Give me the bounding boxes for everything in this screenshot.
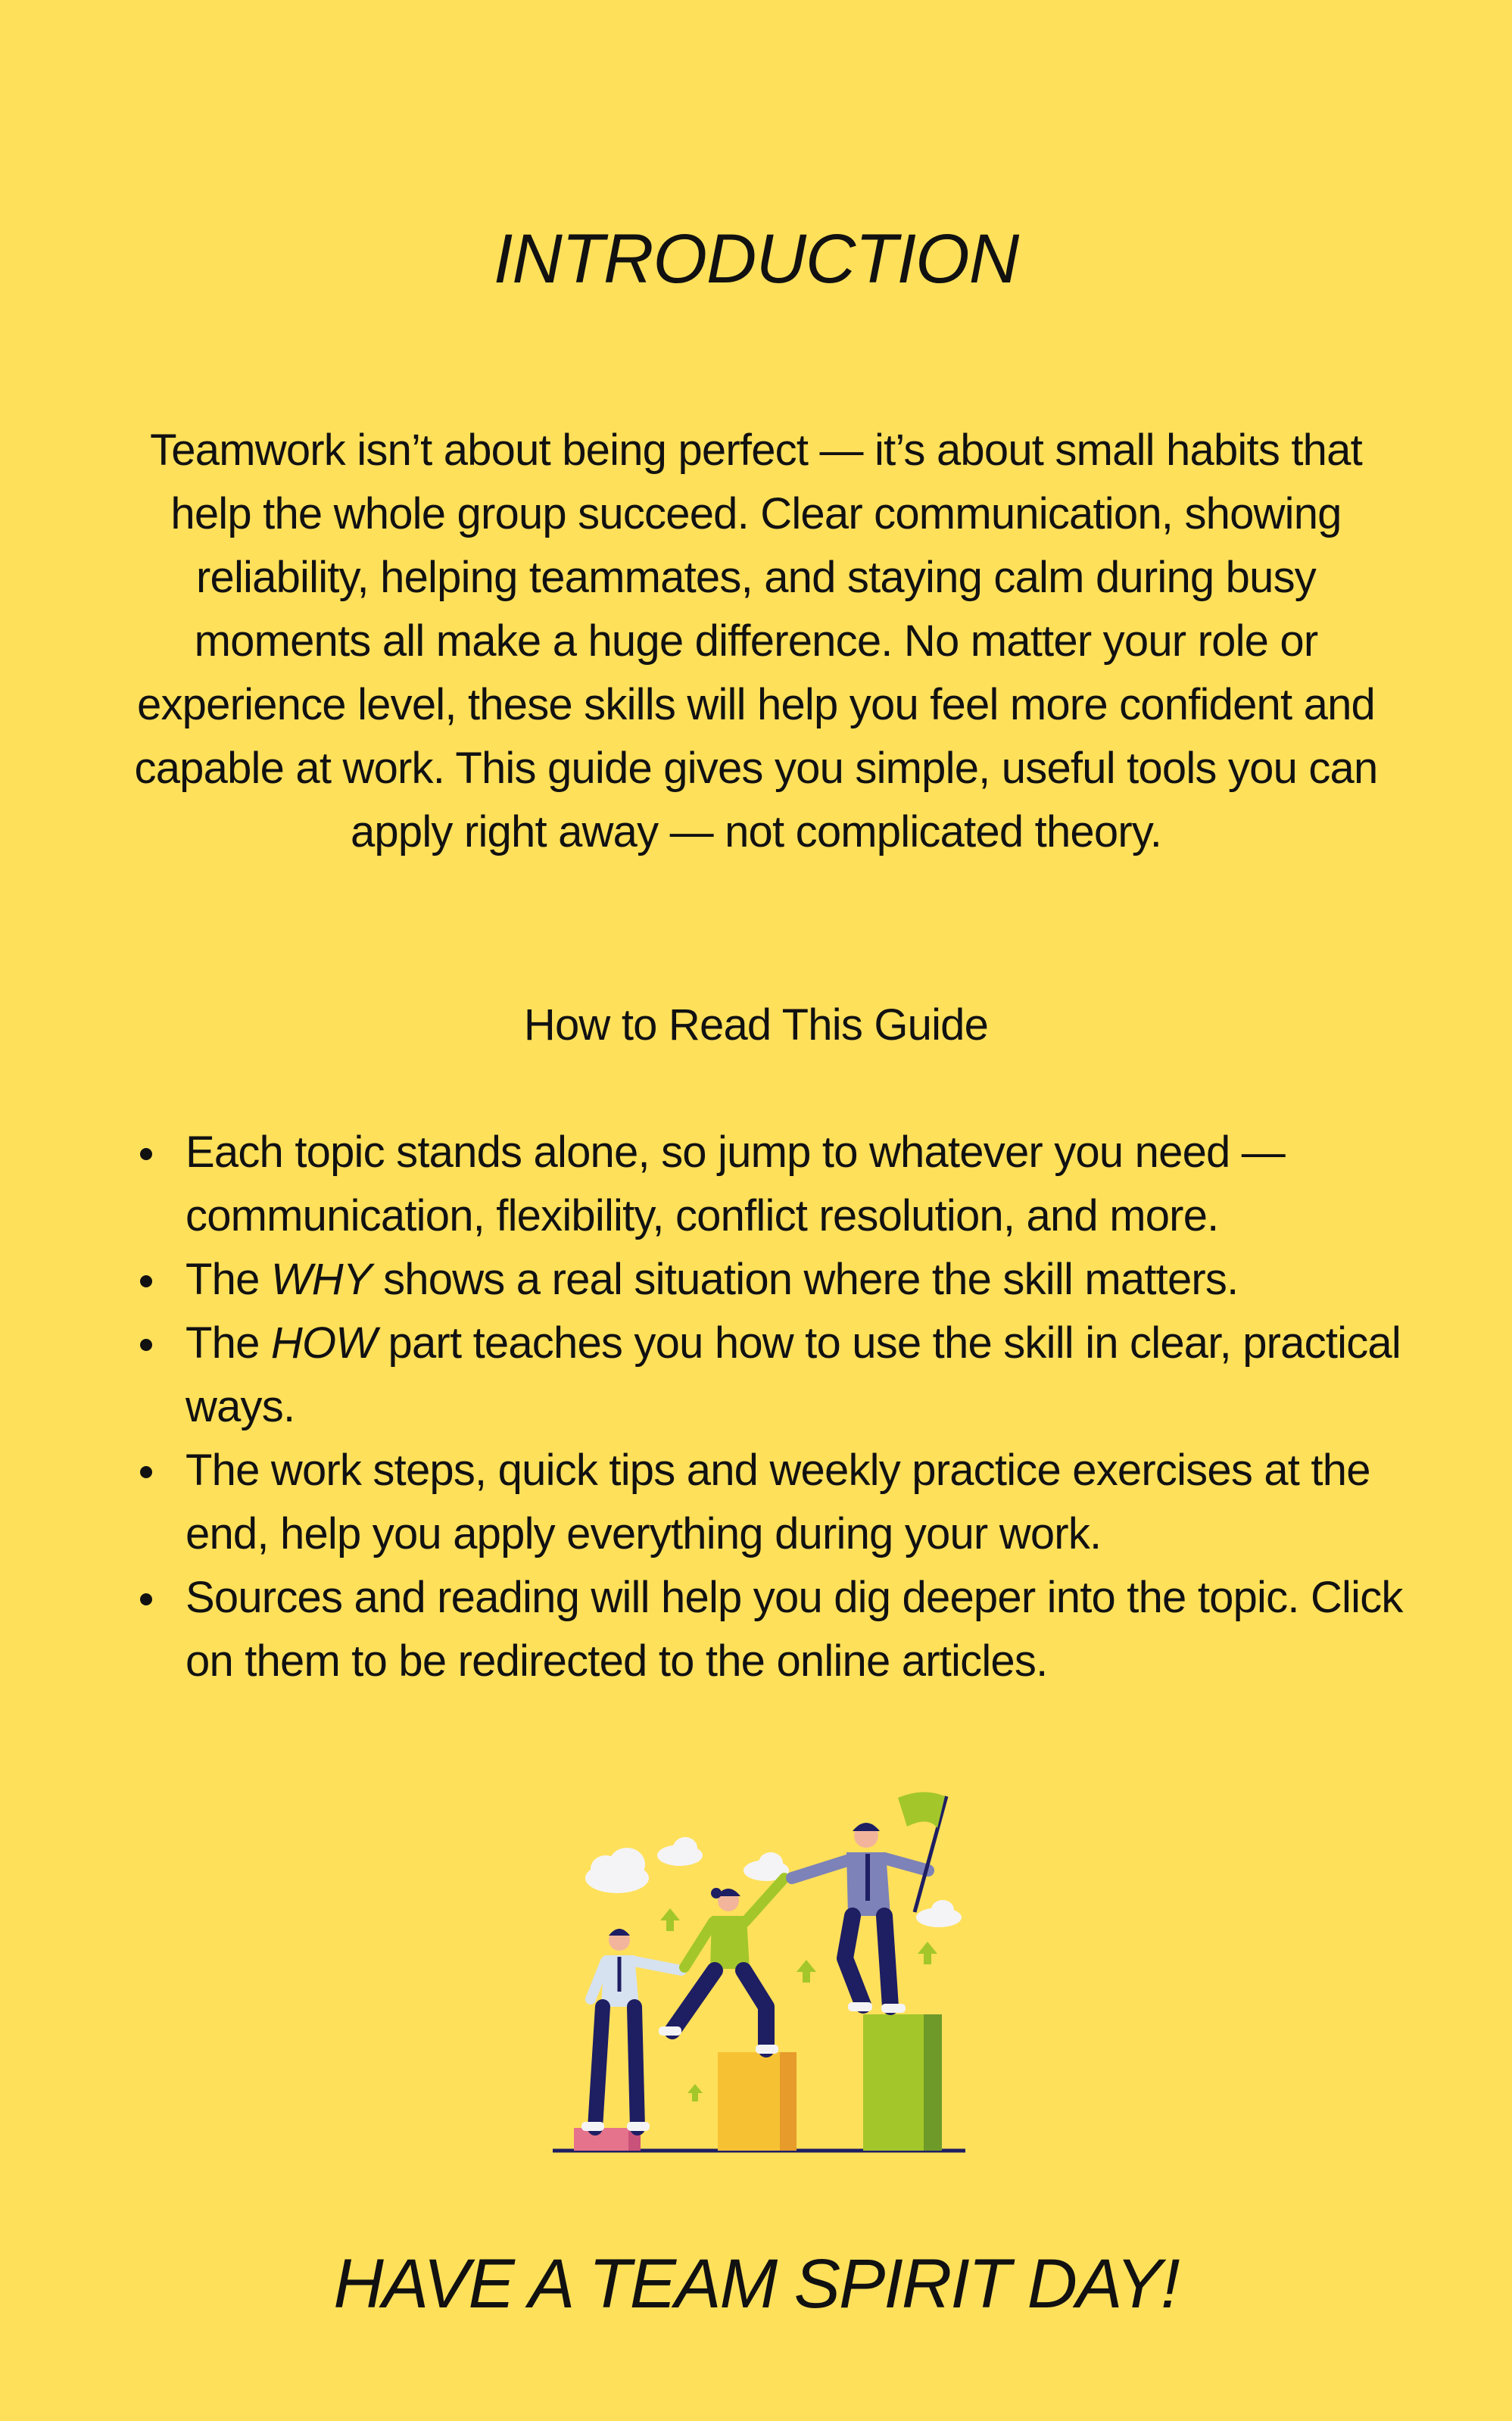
list-item bbox=[185, 1248, 1442, 1312]
list-item bbox=[185, 1566, 1442, 1693]
list-item-prefix: The bbox=[185, 1255, 271, 1304]
cloud-icon bbox=[916, 1900, 962, 1927]
list-item bbox=[185, 1121, 1442, 1248]
page-title: INTRODUCTION bbox=[493, 220, 1019, 298]
pedestal-low bbox=[574, 2128, 641, 2151]
list-item-suffix: shows a real situation where the skill matters. bbox=[371, 1255, 1239, 1304]
arrow-up-icon bbox=[660, 1908, 680, 1931]
pedestal-mid bbox=[718, 2052, 797, 2151]
arrow-up-icon bbox=[797, 1960, 816, 1983]
flag-icon bbox=[898, 1792, 946, 1912]
arrow-up-icon bbox=[918, 1942, 937, 1964]
closing-message: HAVE A TEAM SPIRIT DAY! bbox=[333, 2245, 1179, 2323]
pedestal-high bbox=[863, 2014, 942, 2151]
list-item-text: The work steps, quick tips and weekly practice exercises at the end, help you apply everything during your work. bbox=[185, 1446, 1370, 1558]
list-item-suffix: part teaches you how to use the skill in clear, practical ways. bbox=[185, 1318, 1401, 1431]
teamwork-climbing-illustration-icon bbox=[545, 1780, 969, 2158]
cloud-icon bbox=[585, 1848, 649, 1893]
list-item-text: Each topic stands alone, so jump to whatever you need — communication, flexibility, conflict resolution, and more. bbox=[185, 1128, 1285, 1240]
guide-subheading: How to Read This Guide bbox=[523, 1000, 989, 1050]
list-item bbox=[185, 1312, 1442, 1439]
list-item bbox=[185, 1439, 1442, 1566]
person-icon bbox=[792, 1823, 928, 2013]
cloud-icon bbox=[657, 1837, 703, 1866]
intro-paragraph: Teamwork isn’t about being perfect — it’s about small habits that help the whole group succeed. Clear communication, showing reliability, helping teammates, and staying calm during busy moments all make a huge difference. No matter your role or experience level, these skills will help you feel more confident and capable at work. This guide gives you simple, useful tools you can apply right away — not complicated theory. bbox=[134, 426, 1378, 856]
list-item-text: Sources and reading will help you dig deeper into the topic. Click on them to be redirected to the online articles. bbox=[185, 1573, 1403, 1686]
list-item-prefix: The bbox=[185, 1318, 271, 1368]
list-item-emphasis: HOW bbox=[270, 1318, 377, 1368]
list-item-emphasis: WHY bbox=[270, 1255, 372, 1304]
arrow-up-icon bbox=[687, 2084, 703, 2101]
guide-list bbox=[185, 1121, 1442, 1693]
